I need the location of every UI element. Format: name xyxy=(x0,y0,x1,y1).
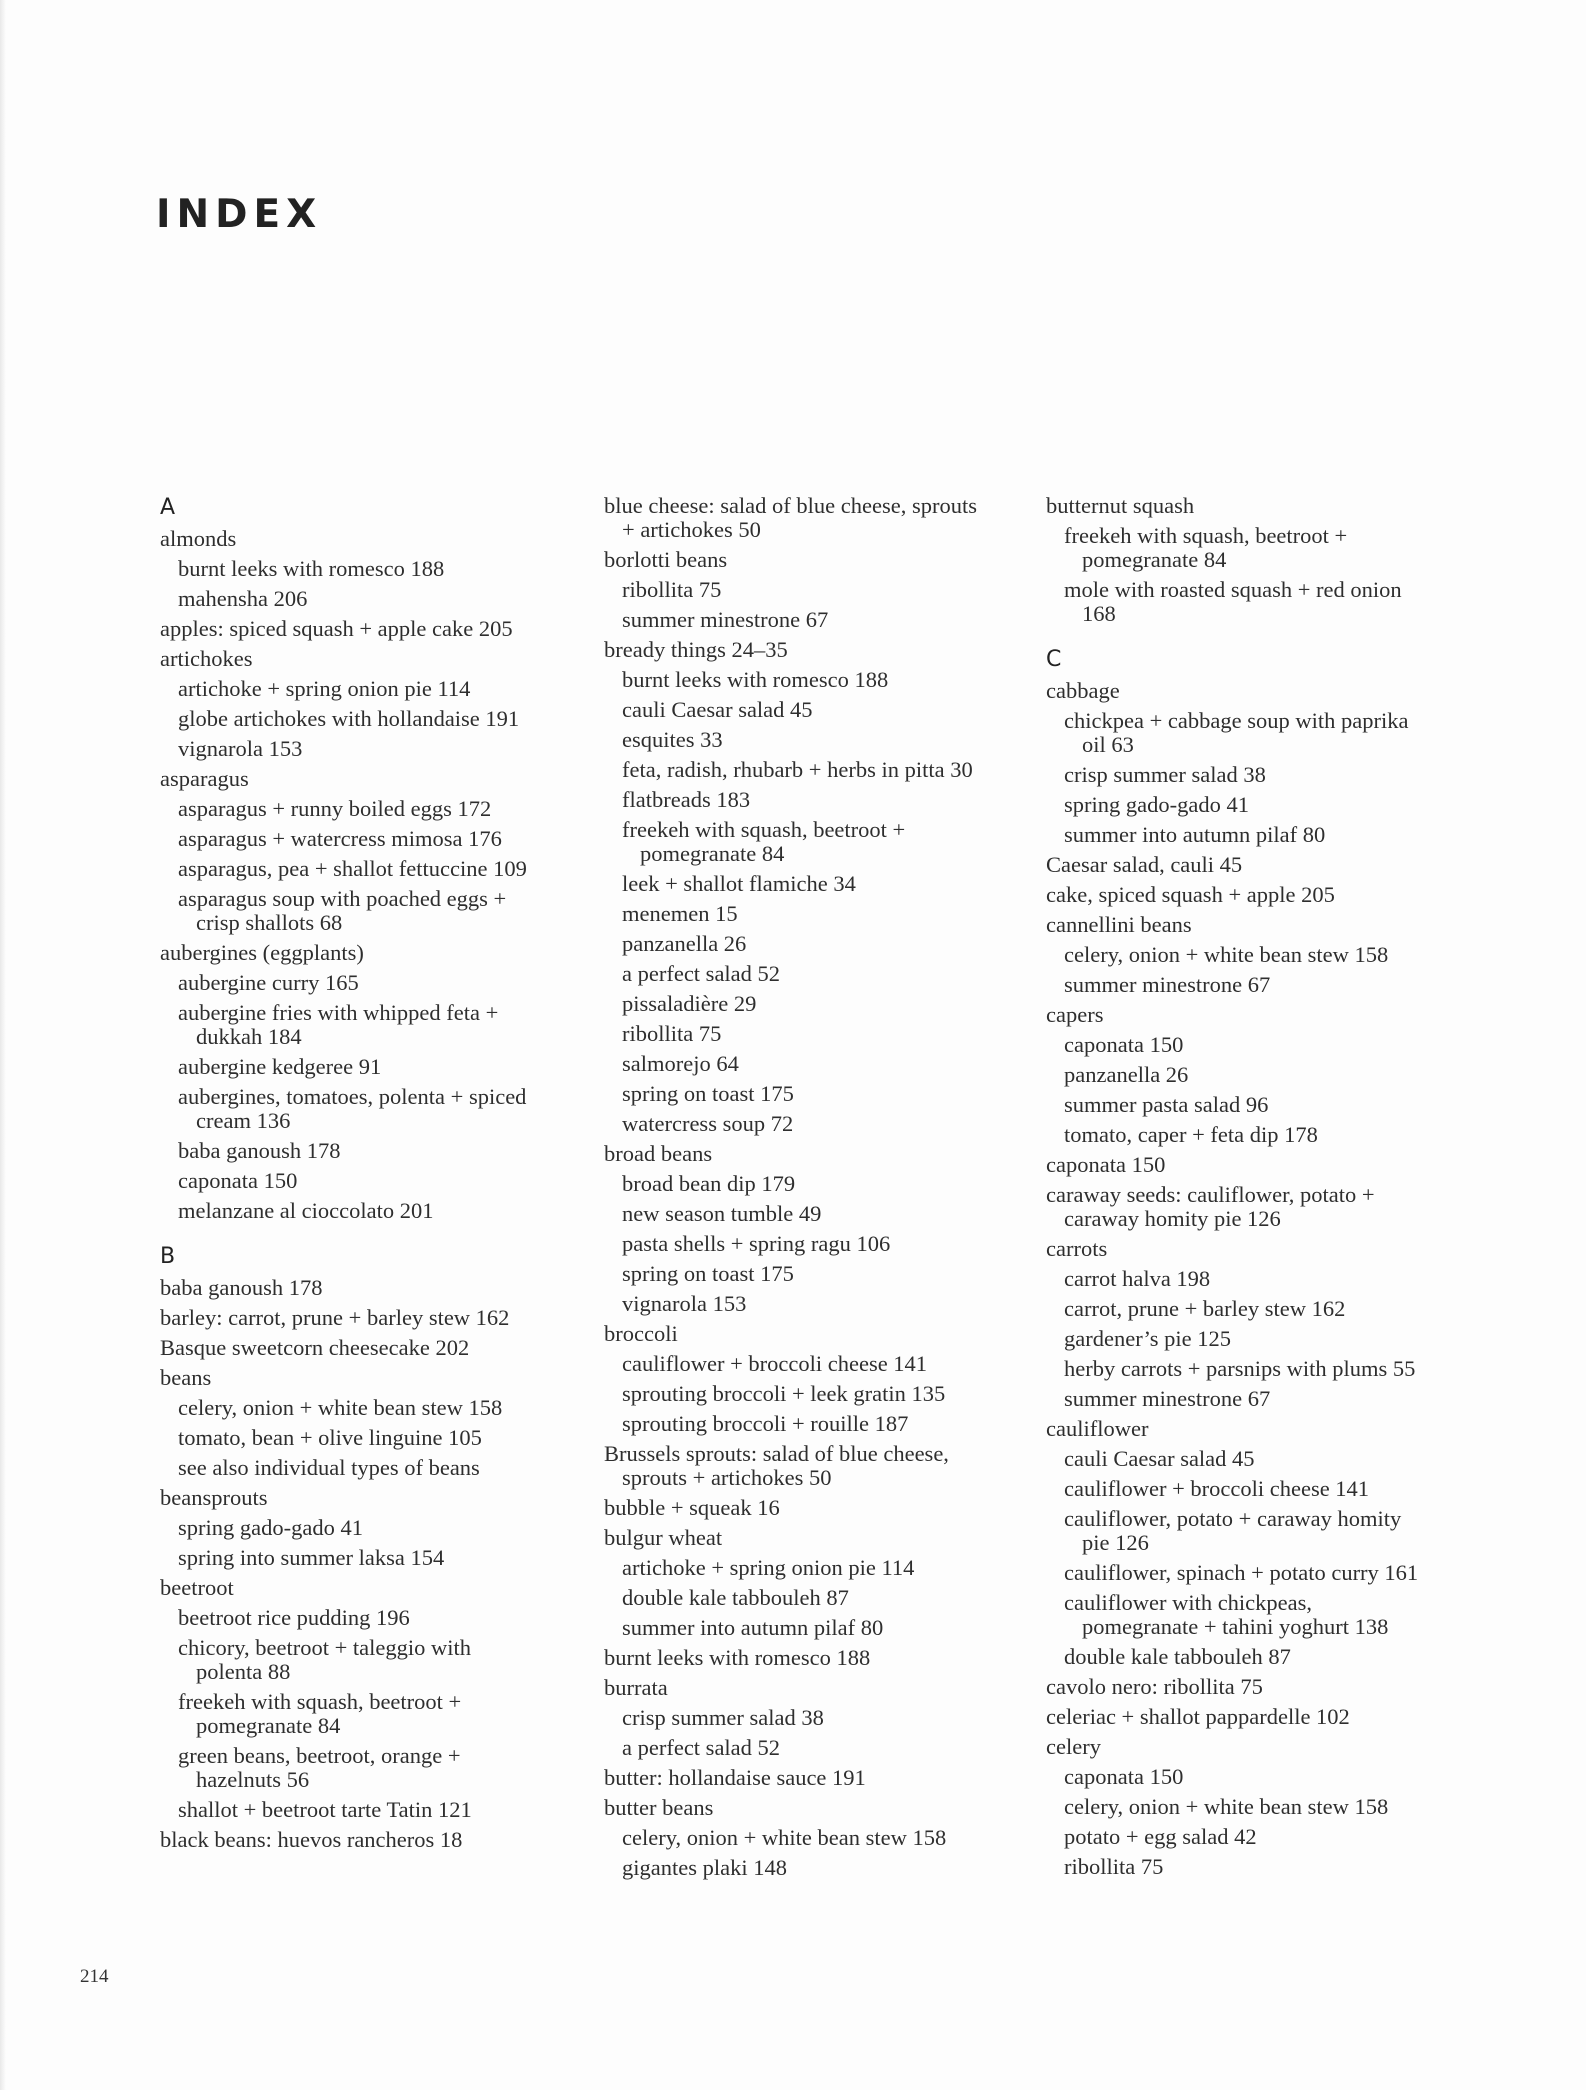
entry-continuation: pie 126 xyxy=(1082,1530,1149,1555)
entry-text: summer into autumn pilaf 80 xyxy=(1064,822,1326,847)
entry-text: asparagus xyxy=(160,766,249,791)
entry-text: cauli Caesar salad 45 xyxy=(622,697,813,722)
entry-text: herby carrots + parsnips with plums 55 xyxy=(1064,1356,1416,1381)
entry-text: caponata 150 xyxy=(1064,1764,1184,1789)
index-entry xyxy=(160,1486,600,1510)
index-subentry xyxy=(604,1052,1044,1076)
entry-text: shallot + beetroot tarte Tatin 121 xyxy=(178,1797,472,1822)
index-subentry xyxy=(604,1556,1044,1580)
entry-text: spring on toast 175 xyxy=(622,1261,794,1286)
index-subentry xyxy=(604,1616,1044,1640)
index-entry xyxy=(160,1276,600,1300)
index-entry xyxy=(1046,679,1486,703)
entry-text: caponata 150 xyxy=(1064,1032,1184,1057)
entry-text: panzanella 26 xyxy=(622,931,747,956)
index-subentry xyxy=(604,1232,1044,1256)
index-entry xyxy=(604,1646,1044,1670)
entry-text: blue cheese: salad of blue cheese, sprouts xyxy=(604,493,977,518)
entry-text: baba ganoush 178 xyxy=(178,1138,341,1163)
index-entry xyxy=(160,617,600,641)
index-subentry xyxy=(160,1085,600,1133)
entry-continuation: pomegranate 84 xyxy=(1082,547,1227,572)
entry-text: aubergines (eggplants) xyxy=(160,940,364,965)
entry-text: ribollita 75 xyxy=(622,1021,722,1046)
index-subentry xyxy=(1046,1123,1486,1147)
index-subentry xyxy=(1046,1327,1486,1351)
entry-text: tomato, caper + feta dip 178 xyxy=(1064,1122,1318,1147)
entry-text: summer pasta salad 96 xyxy=(1064,1092,1269,1117)
index-subentry xyxy=(160,1139,600,1163)
index-entry xyxy=(604,1766,1044,1790)
index-entry xyxy=(604,638,1044,662)
entry-text: summer minestrone 67 xyxy=(622,607,829,632)
entry-continuation: pomegranate 84 xyxy=(640,841,785,866)
entry-text: watercress soup 72 xyxy=(622,1111,794,1136)
entry-text: cauliflower, potato + caraway homity xyxy=(1064,1506,1402,1531)
index-column-1 xyxy=(160,496,600,1858)
entry-text: celery, onion + white bean stew 158 xyxy=(1064,942,1389,967)
entry-text: beans xyxy=(160,1365,212,1390)
entry-continuation: hazelnuts 56 xyxy=(196,1767,310,1792)
entry-text: potato + egg salad 42 xyxy=(1064,1824,1257,1849)
entry-continuation: crisp shallots 68 xyxy=(196,910,343,935)
entry-text: summer minestrone 67 xyxy=(1064,1386,1271,1411)
entry-text: aubergine kedgeree 91 xyxy=(178,1054,382,1079)
index-subentry xyxy=(1046,1795,1486,1819)
index-subentry xyxy=(604,962,1044,986)
entry-text: a perfect salad 52 xyxy=(622,1735,781,1760)
index-entry xyxy=(1046,1705,1486,1729)
index-entry xyxy=(160,941,600,965)
index-subentry xyxy=(1046,1033,1486,1057)
index-subentry xyxy=(1046,1063,1486,1087)
entry-text: aubergine fries with whipped feta + xyxy=(178,1000,499,1025)
index-subentry xyxy=(604,1586,1044,1610)
index-entry xyxy=(1046,1183,1486,1231)
entry-continuation: 168 xyxy=(1082,601,1116,626)
index-subentry xyxy=(604,1382,1044,1406)
index-subentry xyxy=(604,1082,1044,1106)
index-entry xyxy=(160,767,600,791)
index-subentry xyxy=(604,1412,1044,1436)
entry-text: gardener’s pie 125 xyxy=(1064,1326,1232,1351)
index-entry xyxy=(1046,1003,1486,1027)
entry-text: butter beans xyxy=(604,1795,714,1820)
entry-text: celery, onion + white bean stew 158 xyxy=(178,1395,503,1420)
entry-text: panzanella 26 xyxy=(1064,1062,1189,1087)
index-entry xyxy=(1046,1153,1486,1177)
index-subentry xyxy=(1046,1387,1486,1411)
entry-text: bubble + squeak 16 xyxy=(604,1495,780,1520)
index-subentry xyxy=(1046,1477,1486,1501)
entry-continuation: cream 136 xyxy=(196,1108,291,1133)
index-subentry xyxy=(604,872,1044,896)
entry-continuation: + artichokes 50 xyxy=(622,517,761,542)
index-subentry xyxy=(1046,1267,1486,1291)
index-entry xyxy=(1046,853,1486,877)
index-column-3 xyxy=(1046,494,1486,1885)
entry-text: new season tumble 49 xyxy=(622,1201,822,1226)
entry-continuation: sprouts + artichokes 50 xyxy=(622,1465,832,1490)
entry-text: double kale tabbouleh 87 xyxy=(1064,1644,1291,1669)
index-entry xyxy=(160,1828,600,1852)
index-subentry xyxy=(1046,709,1486,757)
index-subentry xyxy=(1046,973,1486,997)
entry-text: asparagus + runny boiled eggs 172 xyxy=(178,796,492,821)
entry-text: pissaladière 29 xyxy=(622,991,757,1016)
index-entry xyxy=(1046,883,1486,907)
index-subentry xyxy=(160,827,600,851)
entry-text: summer minestrone 67 xyxy=(1064,972,1271,997)
index-entry xyxy=(604,1442,1044,1490)
page-number: 214 xyxy=(80,1966,109,1987)
index-subentry xyxy=(1046,1825,1486,1849)
entry-text: vignarola 153 xyxy=(178,736,303,761)
entry-text: asparagus soup with poached eggs + xyxy=(178,886,507,911)
entry-text: chickpea + cabbage soup with paprika xyxy=(1064,708,1409,733)
index-entry xyxy=(604,548,1044,572)
index-subentry xyxy=(160,1456,600,1480)
index-subentry xyxy=(1046,763,1486,787)
entry-text: artichoke + spring onion pie 114 xyxy=(622,1555,915,1580)
index-subentry xyxy=(160,971,600,995)
index-entry xyxy=(1046,913,1486,937)
index-subentry xyxy=(160,1516,600,1540)
index-entry xyxy=(160,1576,600,1600)
page-spine-shadow xyxy=(0,0,6,2090)
index-subentry xyxy=(604,992,1044,1016)
index-subentry xyxy=(1046,1093,1486,1117)
entry-text: feta, radish, rhubarb + herbs in pitta 30 xyxy=(622,757,973,782)
entry-text: carrot, prune + barley stew 162 xyxy=(1064,1296,1346,1321)
index-entry xyxy=(160,1336,600,1360)
index-subentry xyxy=(1046,1447,1486,1471)
entry-text: caponata 150 xyxy=(1046,1152,1166,1177)
entry-text: crisp summer salad 38 xyxy=(622,1705,824,1730)
entry-text: Brussels sprouts: salad of blue cheese, xyxy=(604,1441,949,1466)
page-title: INDEX xyxy=(156,192,323,237)
index-subentry xyxy=(160,1396,600,1420)
index-entry xyxy=(604,494,1044,542)
entry-text: burnt leeks with romesco 188 xyxy=(604,1645,871,1670)
entry-text: melanzane al cioccolato 201 xyxy=(178,1198,434,1223)
entry-text: broad bean dip 179 xyxy=(622,1171,796,1196)
index-subentry xyxy=(604,1826,1044,1850)
entry-text: caraway seeds: cauliflower, potato + xyxy=(1046,1182,1375,1207)
entry-text: crisp summer salad 38 xyxy=(1064,762,1266,787)
entry-text: mole with roasted squash + red onion xyxy=(1064,577,1402,602)
index-subentry xyxy=(604,608,1044,632)
entry-text: spring gado-gado 41 xyxy=(1064,792,1249,817)
index-subentry xyxy=(160,887,600,935)
index-subentry xyxy=(160,1690,600,1738)
index-entry xyxy=(604,1526,1044,1550)
entry-text: celery, onion + white bean stew 158 xyxy=(622,1825,947,1850)
entry-text: artichoke + spring onion pie 114 xyxy=(178,676,471,701)
index-subentry xyxy=(604,1262,1044,1286)
index-subentry xyxy=(1046,578,1486,626)
entry-text: cauliflower + broccoli cheese 141 xyxy=(1064,1476,1370,1501)
index-subentry xyxy=(160,737,600,761)
entry-text: barley: carrot, prune + barley stew 162 xyxy=(160,1305,510,1330)
index-subentry xyxy=(160,797,600,821)
index-entry xyxy=(1046,1417,1486,1441)
index-subentry xyxy=(604,1736,1044,1760)
entry-text: aubergine curry 165 xyxy=(178,970,359,995)
entry-text: black beans: huevos rancheros 18 xyxy=(160,1827,463,1852)
index-subentry xyxy=(160,1199,600,1223)
entry-text: broccoli xyxy=(604,1321,678,1346)
entry-text: sprouting broccoli + rouille 187 xyxy=(622,1411,909,1436)
index-subentry xyxy=(1046,1645,1486,1669)
entry-text: asparagus, pea + shallot fettuccine 109 xyxy=(178,856,527,881)
entry-text: beansprouts xyxy=(160,1485,268,1510)
entry-text: cannellini beans xyxy=(1046,912,1192,937)
index-subentry xyxy=(1046,1507,1486,1555)
index-column-2 xyxy=(604,494,1044,1886)
index-subentry xyxy=(160,1744,600,1792)
entry-text: summer into autumn pilaf 80 xyxy=(622,1615,884,1640)
entry-text: esquites 33 xyxy=(622,727,723,752)
entry-text: ribollita 75 xyxy=(1064,1854,1164,1879)
entry-text: green beans, beetroot, orange + xyxy=(178,1743,461,1768)
index-subentry xyxy=(1046,823,1486,847)
index-subentry xyxy=(160,1426,600,1450)
entry-text: carrot halva 198 xyxy=(1064,1266,1211,1291)
entry-text: cauliflower with chickpeas, xyxy=(1064,1590,1313,1615)
index-subentry xyxy=(1046,524,1486,572)
index-subentry xyxy=(604,1292,1044,1316)
index-subentry xyxy=(604,1172,1044,1196)
index-entry xyxy=(1046,494,1486,518)
index-subentry xyxy=(604,1856,1044,1880)
index-subentry xyxy=(160,1169,600,1193)
index-entry xyxy=(160,527,600,551)
index-subentry xyxy=(604,1112,1044,1136)
entry-text: beetroot xyxy=(160,1575,234,1600)
entry-text: cauli Caesar salad 45 xyxy=(1064,1446,1255,1471)
entry-text: see also individual types of beans xyxy=(178,1455,480,1480)
entry-text: a perfect salad 52 xyxy=(622,961,781,986)
entry-text: menemen 15 xyxy=(622,901,738,926)
entry-text: pasta shells + spring ragu 106 xyxy=(622,1231,891,1256)
index-entry xyxy=(604,1142,1044,1166)
index-subentry xyxy=(1046,1855,1486,1879)
entry-text: tomato, bean + olive linguine 105 xyxy=(178,1425,482,1450)
index-subentry xyxy=(1046,1561,1486,1585)
index-subentry xyxy=(604,902,1044,926)
entry-text: freekeh with squash, beetroot + xyxy=(1064,523,1348,548)
index-entry xyxy=(604,1496,1044,1520)
entry-text: spring on toast 175 xyxy=(622,1081,794,1106)
entry-text: double kale tabbouleh 87 xyxy=(622,1585,849,1610)
entry-text: gigantes plaki 148 xyxy=(622,1855,787,1880)
section-letter: B xyxy=(160,1244,176,1269)
entry-text: broad beans xyxy=(604,1141,713,1166)
entry-text: almonds xyxy=(160,526,237,551)
index-subentry xyxy=(604,758,1044,782)
index-subentry xyxy=(604,578,1044,602)
entry-text: borlotti beans xyxy=(604,547,728,572)
index-subentry xyxy=(604,818,1044,866)
index-subentry xyxy=(1046,1765,1486,1789)
index-subentry xyxy=(160,677,600,701)
entry-text: aubergines, tomatoes, polenta + spiced xyxy=(178,1084,527,1109)
entry-continuation: pomegranate 84 xyxy=(196,1713,341,1738)
entry-text: Caesar salad, cauli 45 xyxy=(1046,852,1243,877)
entry-text: beetroot rice pudding 196 xyxy=(178,1605,410,1630)
section-letter: C xyxy=(1046,647,1062,672)
entry-text: cabbage xyxy=(1046,678,1120,703)
index-subentry xyxy=(1046,1591,1486,1639)
entry-text: spring gado-gado 41 xyxy=(178,1515,363,1540)
index-subentry xyxy=(1046,793,1486,817)
entry-text: caponata 150 xyxy=(178,1168,298,1193)
entry-text: ribollita 75 xyxy=(622,577,722,602)
entry-text: chicory, beetroot + taleggio with xyxy=(178,1635,472,1660)
index-entry xyxy=(604,1676,1044,1700)
index-subentry xyxy=(160,557,600,581)
section-letter: A xyxy=(160,495,176,520)
index-subentry xyxy=(604,728,1044,752)
entry-text: cauliflower xyxy=(1046,1416,1149,1441)
index-subentry xyxy=(160,1636,600,1684)
entry-text: Basque sweetcorn cheesecake 202 xyxy=(160,1335,470,1360)
entry-text: flatbreads 183 xyxy=(622,787,751,812)
entry-continuation: caraway homity pie 126 xyxy=(1064,1206,1281,1231)
entry-text: burnt leeks with romesco 188 xyxy=(622,667,889,692)
index-subentry xyxy=(604,932,1044,956)
index-entry xyxy=(1046,1237,1486,1261)
index-subentry xyxy=(160,1001,600,1049)
index-subentry xyxy=(604,788,1044,812)
entry-text: celeriac + shallot pappardelle 102 xyxy=(1046,1704,1350,1729)
entry-text: cauliflower + broccoli cheese 141 xyxy=(622,1351,928,1376)
index-subentry xyxy=(160,707,600,731)
index-subentry xyxy=(160,857,600,881)
entry-text: cavolo nero: ribollita 75 xyxy=(1046,1674,1263,1699)
entry-text: butternut squash xyxy=(1046,493,1195,518)
index-entry xyxy=(1046,1675,1486,1699)
entry-text: capers xyxy=(1046,1002,1104,1027)
index-subentry xyxy=(604,698,1044,722)
entry-text: spring into summer laksa 154 xyxy=(178,1545,445,1570)
index-subentry xyxy=(160,587,600,611)
index-subentry xyxy=(160,1055,600,1079)
entry-continuation: oil 63 xyxy=(1082,732,1134,757)
entry-text: carrots xyxy=(1046,1236,1108,1261)
entry-text: butter: hollandaise sauce 191 xyxy=(604,1765,866,1790)
entry-text: vignarola 153 xyxy=(622,1291,747,1316)
index-subentry xyxy=(604,1202,1044,1226)
entry-text: freekeh with squash, beetroot + xyxy=(622,817,906,842)
entry-text: baba ganoush 178 xyxy=(160,1275,323,1300)
index-subentry xyxy=(1046,943,1486,967)
index-entry xyxy=(160,647,600,671)
entry-text: burnt leeks with romesco 188 xyxy=(178,556,445,581)
index-subentry xyxy=(604,668,1044,692)
entry-text: artichokes xyxy=(160,646,253,671)
entry-text: globe artichokes with hollandaise 191 xyxy=(178,706,520,731)
index-entry xyxy=(604,1796,1044,1820)
entry-text: mahensha 206 xyxy=(178,586,308,611)
entry-text: apples: spiced squash + apple cake 205 xyxy=(160,616,513,641)
entry-text: freekeh with squash, beetroot + xyxy=(178,1689,462,1714)
entry-text: leek + shallot flamiche 34 xyxy=(622,871,856,896)
entry-text: celery xyxy=(1046,1734,1101,1759)
index-entry xyxy=(604,1322,1044,1346)
index-subentry xyxy=(604,1022,1044,1046)
index-subentry xyxy=(604,1706,1044,1730)
entry-text: cake, spiced squash + apple 205 xyxy=(1046,882,1335,907)
entry-text: celery, onion + white bean stew 158 xyxy=(1064,1794,1389,1819)
entry-continuation: polenta 88 xyxy=(196,1659,291,1684)
index-entry xyxy=(160,1366,600,1390)
entry-continuation: pomegranate + tahini yoghurt 138 xyxy=(1082,1614,1389,1639)
entry-text: bready things 24–35 xyxy=(604,637,788,662)
entry-continuation: dukkah 184 xyxy=(196,1024,302,1049)
index-subentry xyxy=(160,1798,600,1822)
index-subentry xyxy=(604,1352,1044,1376)
entry-text: sprouting broccoli + leek gratin 135 xyxy=(622,1381,946,1406)
entry-text: salmorejo 64 xyxy=(622,1051,739,1076)
index-subentry xyxy=(1046,1357,1486,1381)
index-entry xyxy=(1046,1735,1486,1759)
index-entry xyxy=(160,1306,600,1330)
entry-text: bulgur wheat xyxy=(604,1525,723,1550)
index-subentry xyxy=(1046,1297,1486,1321)
entry-text: asparagus + watercress mimosa 176 xyxy=(178,826,502,851)
index-subentry xyxy=(160,1546,600,1570)
index-subentry xyxy=(160,1606,600,1630)
entry-text: cauliflower, spinach + potato curry 161 xyxy=(1064,1560,1419,1585)
entry-text: burrata xyxy=(604,1675,668,1700)
